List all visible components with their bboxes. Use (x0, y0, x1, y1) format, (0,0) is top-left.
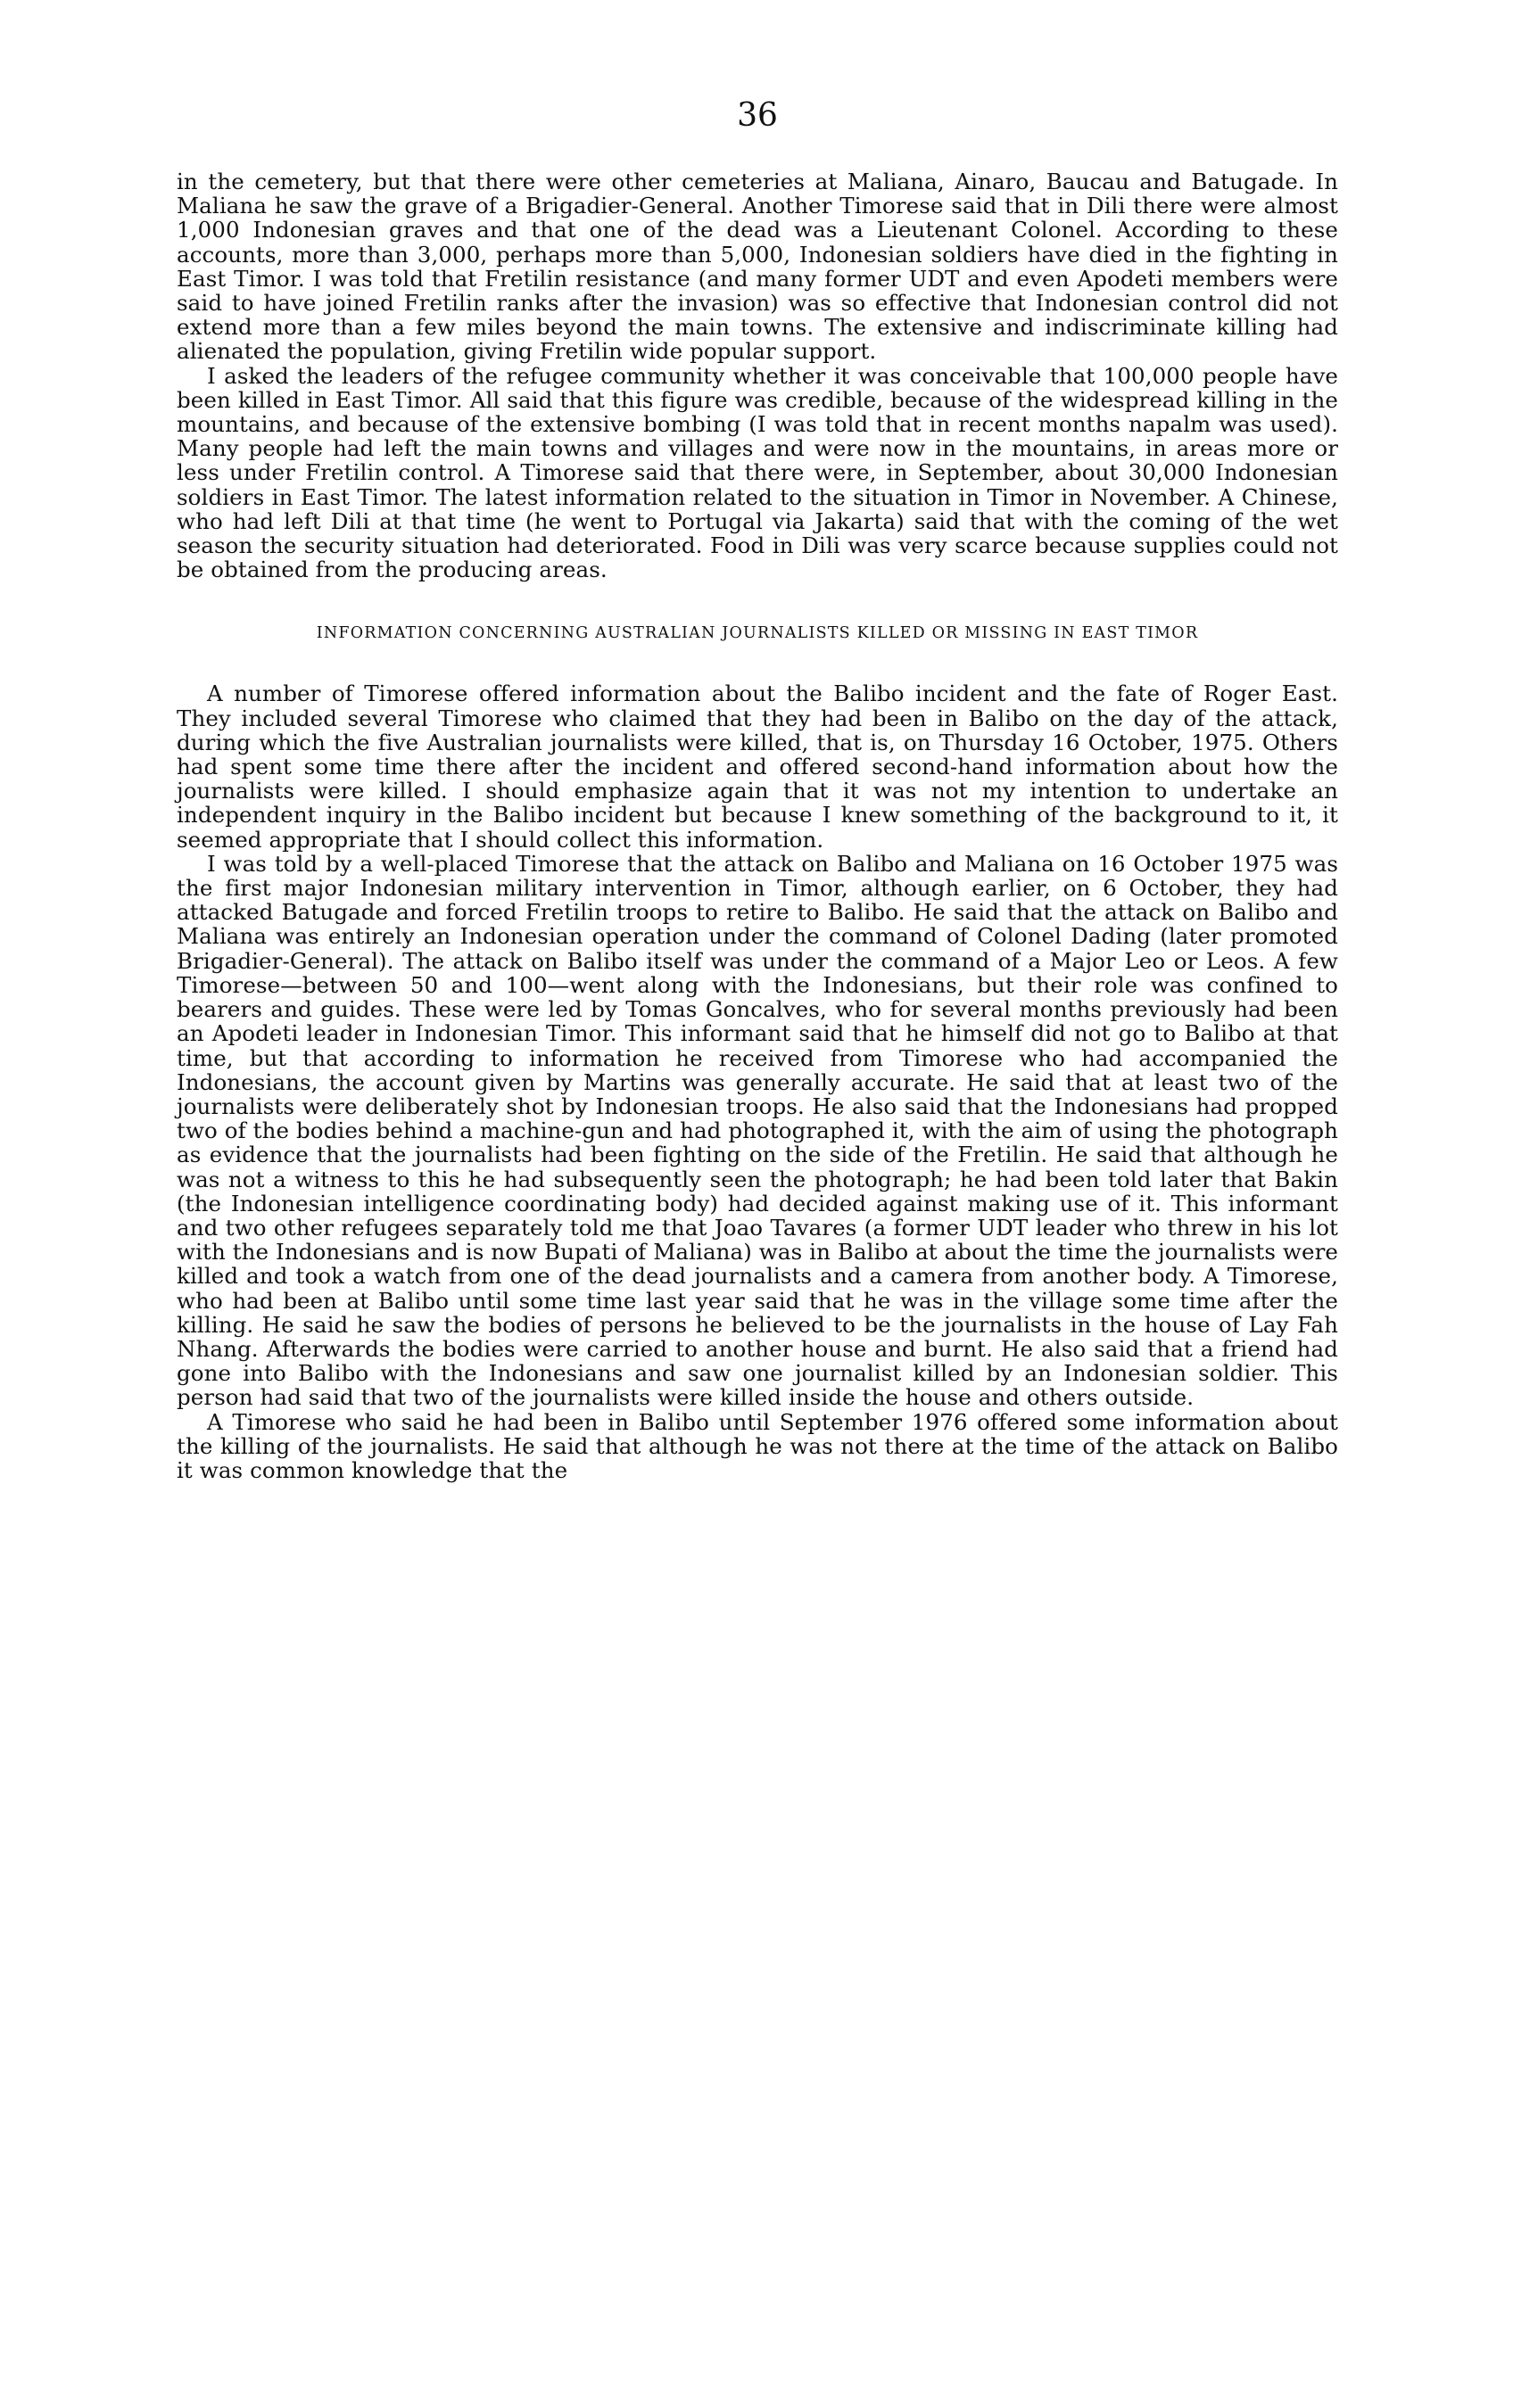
paragraph-1: in the cemetery, but that there were other cemeteries at Maliana, Ainaro, Baucau and Batugade. In Maliana he saw the grave of a Brigadier-General. Another Timorese said that in Dili there were almost 1,000 Indonesian graves and that one of the dead was a Lieutenant Colonel. According to these accounts, more than 3,000, perhaps more than 5,000, Indonesian soldiers have died in the fighting in East Timor. I was told that Fretilin resistance (and many former UDT and even Apodeti members were said to have joined Fretilin ranks after the invasion) was so effective that Indonesian control did not extend more than a few miles beyond the main towns. The extensive and indiscriminate killing had alienated the population, giving Fretilin wide popular support. (177, 169, 1338, 365)
paragraph-2: I asked the leaders of the refugee community whether it was conceivable that 100,000 people have been killed in East Timor. All said that this figure was credible, because of the widespread killing in the mountains, and because of the extensive bombing (I was told that in recent months napalm was used). Many people had left the main towns and villages and were now in the mountains, in areas more or less under Fretilin control. A Timorese said that there were, in September, about 30,000 Indonesian soldiers in East Timor. The latest information related to the situation in Timor in November. A Chinese, who had left Dili at that time (he went to Portugal via Jakarta) said that with the coming of the wet season the security situation had deteriorated. Food in Dili was very scarce because supplies could not be obtained from the producing areas. (177, 362, 1338, 583)
paragraph-4: I was told by a well-placed Timorese that the attack on Balibo and Maliana on 16 October 1975 was the first major Indonesian military intervention in Timor, although earlier, on 6 October, they had attacked Batugade and forced Fretilin troops to retire to Balibo. He said that the attack on Balibo and Maliana was entirely an Indonesian operation under the command of Colonel Dading (later promoted Brigadier-General). The attack on Balibo itself was under the command of a Major Leo or Leos. A few Timorese—between 50 and 100—went along with the Indonesians, but their role was confined to bearers and guides. These were led by Tomas Goncalves, who for several months previously had been an Apodeti leader in Indonesian Timor. This informant said that he himself did not go to Balibo at that time, but that according to information he received from Timorese who had accompanied the Indonesians, the account given by Martins was generally accurate. He said that at least two of the journalists were deliberately shot by Indonesian troops. He also said that the Indonesians had propped two of the bodies behind a machine-gun and had photographed it, with the aim of using the photograph as evidence that the journalists had been fighting on the side of the Fretilin. He said that although he was not a witness to this he had subsequently seen the photograph; he had been told later that Bakin (the Indonesian intelligence coordinating body) had decided against making use of it. This informant and two other refugees separately told me that Joao Tavares (a former UDT leader who threw in his lot with the Indonesians and is now Bupati of Maliana) was in Balibo at about the time the journalists were killed and took a watch from one of the dead journalists and a camera from another body. A Timorese, who had been at Balibo until some time last year said that he was in the village some time after the killing. He said he saw the bodies of persons he believed to be the journalists in the house of Lay Fah Nhang. Afterwards the bodies were carried to another house and burnt. He also said that a friend had gone into Balibo with the Indonesians and saw one journalist killed by an Indonesian soldier. This person had said that two of the journalists were killed inside the house and others outside. (177, 850, 1338, 1411)
page-number: 36 (737, 97, 778, 134)
paragraph-3: A number of Timorese offered information about the Balibo incident and the fate of Roger East. They included several Timorese who claimed that they had been in Balibo on the day of the attack, during which the five Australian journalists were killed, that is, on Thursday 16 October, 1975. Others had spent some time there after the incident and offered second-hand information about how the journalists were killed. I should emphasize again that it was not my intention to undertake an independent inquiry in the Balibo incident but because I knew something of the background to it, it seemed appropriate that I should collect this information. (177, 680, 1338, 853)
document-page (177, 98, 1338, 1482)
paragraph-5: A Timorese who said he had been in Balibo until September 1976 offered some information about the killing of the journalists. He said that although he was not there at the time of the attack on Balibo it was common knowledge that the (177, 1408, 1338, 1483)
section-heading: INFORMATION CONCERNING AUSTRALIAN JOURNALISTS KILLED OR MISSING IN EAST TIMOR (316, 624, 1199, 643)
